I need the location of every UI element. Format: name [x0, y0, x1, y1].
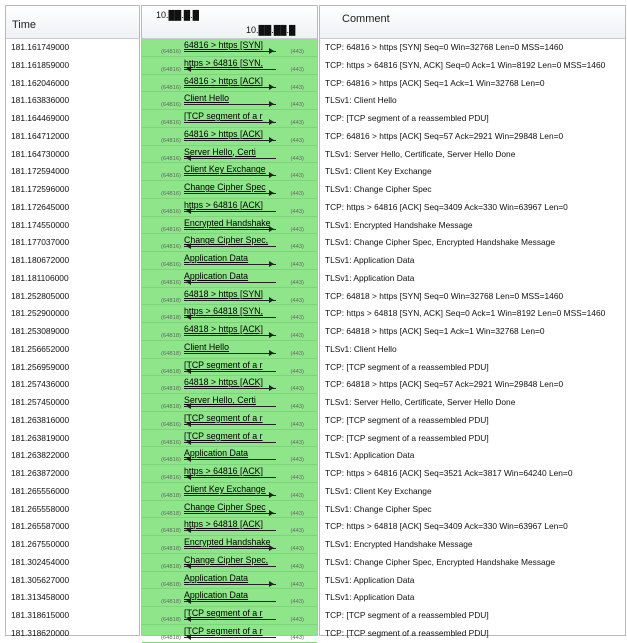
comment-cell[interactable]: TCP: https > 64816 [ACK] Seq=3521 Ack=3817 Win=64240 Len=0: [325, 468, 573, 478]
arrow-right-icon: [184, 388, 276, 389]
dest-port-label: (443): [290, 368, 304, 375]
flow-row[interactable]: [142, 92, 317, 110]
flow-label: Client Key Exchange: [184, 483, 266, 494]
source-port-label: (64818): [161, 528, 181, 535]
flow-label: https > 64818 [SYN,: [184, 306, 263, 317]
arrow-right-icon: [184, 51, 276, 52]
dest-port-label: (443): [290, 333, 304, 339]
time-cell[interactable]: 181.318615000: [11, 610, 70, 620]
dest-port-label: (443): [290, 191, 304, 197]
flow-row[interactable]: [142, 589, 317, 607]
time-cell[interactable]: 181.263816000: [11, 414, 70, 425]
dest-port-label: (443): [290, 120, 304, 126]
arrow-left-icon: [184, 406, 276, 407]
time-cell[interactable]: 181.172594000: [11, 166, 70, 177]
flow-label: [TCP segment of a r: [184, 412, 263, 423]
flow-row[interactable]: [142, 447, 317, 465]
flow-label: https > 64816 [ACK]: [184, 199, 263, 210]
arrow-right-icon: [184, 193, 276, 194]
flow-row[interactable]: [142, 465, 317, 483]
time-cell[interactable]: 181.177037000: [11, 237, 70, 248]
flow-row[interactable]: [142, 607, 317, 625]
flow-row[interactable]: [142, 57, 317, 75]
flow-row[interactable]: [142, 234, 317, 252]
flow-row[interactable]: [142, 359, 317, 377]
flow-row[interactable]: [142, 376, 317, 394]
flow-label: 64818 > https [SYN]: [184, 288, 263, 299]
arrow-right-icon: [184, 229, 276, 230]
source-port-label: (64816): [161, 66, 181, 73]
flow-label: 64816 > https [ACK]: [184, 128, 263, 139]
comment-cell[interactable]: TCP: 64816 > https [SYN] Seq=0 Win=32768 Len=0 MSS=1460: [325, 42, 564, 52]
comment-cell[interactable]: TLSv1: Client Key Exchange: [325, 485, 432, 496]
source-port-label: (64818): [161, 333, 181, 339]
source-port-label: (64816): [161, 226, 181, 233]
flow-row[interactable]: [142, 341, 317, 359]
dest-port-label: (443): [290, 208, 304, 215]
source-port-label: (64818): [161, 599, 181, 606]
time-cell[interactable]: 181.263872000: [11, 468, 70, 478]
arrow-right-icon: [184, 584, 276, 585]
comment-cell[interactable]: TLSv1: Change Cipher Spec: [325, 503, 432, 514]
time-header-label: Time: [12, 19, 37, 31]
flow-graph-header: [142, 6, 317, 39]
source-port-label: (64816): [161, 439, 181, 446]
flow-label: Client Key Exchange: [184, 164, 266, 175]
flow-label: 64816 > https [ACK]: [184, 75, 263, 86]
flow-label: Server Hello, Certi: [184, 146, 256, 157]
flow-label: Change Cipher Spec,: [184, 554, 269, 565]
time-cell[interactable]: 181.163836000: [11, 95, 70, 106]
comment-cell[interactable]: TCP: [TCP segment of a reassembled PDU]: [325, 361, 489, 372]
flow-label: 64816 > https [SYN]: [184, 40, 263, 50]
dest-port-label: (443): [290, 262, 304, 268]
arrow-right-icon: [184, 495, 276, 496]
host-b-address: 10.██.██.█: [246, 25, 296, 35]
dest-port-label: (443): [290, 350, 304, 357]
time-cell[interactable]: 181.318620000: [11, 627, 70, 638]
comment-cell[interactable]: TCP: 64818 > https [ACK] Seq=57 Ack=2921 Win=29848 Len=0: [325, 379, 564, 390]
flow-row[interactable]: [142, 483, 317, 501]
flow-row[interactable]: [142, 217, 317, 235]
time-cell[interactable]: 181.164712000: [11, 130, 70, 141]
source-port-label: (64818): [161, 510, 181, 517]
time-cell[interactable]: 181.181106000: [11, 272, 69, 283]
comment-column-header[interactable]: [320, 6, 625, 39]
dest-port-label: (443): [290, 244, 304, 251]
comment-cell[interactable]: TCP: 64816 > https [ACK] Seq=1 Ack=1 Win=32768 Len=0: [325, 77, 545, 88]
comment-cell[interactable]: TCP: [TCP segment of a reassembled PDU]: [325, 414, 489, 425]
comment-cell[interactable]: TLSv1: Client Key Exchange: [325, 166, 432, 177]
dest-port-label: (443): [290, 492, 304, 499]
source-port-label: (64818): [161, 404, 181, 410]
comment-cell[interactable]: TLSv1: Client Hello: [325, 343, 397, 354]
source-port-label: (64816): [161, 137, 181, 144]
time-cell[interactable]: 181.265558000: [11, 503, 70, 514]
flow-row[interactable]: [142, 554, 317, 572]
dest-port-label: (443): [290, 84, 304, 91]
time-list: [6, 39, 139, 638]
source-port-label: (64816): [161, 421, 181, 428]
arrow-right-icon: [184, 548, 276, 549]
dest-port-label: (443): [290, 599, 304, 606]
arrow-left-icon: [184, 442, 276, 443]
source-port-label: (64818): [161, 617, 181, 623]
time-cell[interactable]: 181.161749000: [11, 42, 70, 52]
arrow-left-icon: [184, 424, 276, 425]
source-port-label: (64818): [161, 297, 181, 304]
arrow-left-icon: [184, 459, 276, 460]
source-port-label: (64816): [161, 84, 181, 91]
arrow-left-icon: [184, 530, 276, 531]
flow-row[interactable]: [142, 199, 317, 217]
dest-port-label: (443): [290, 617, 304, 623]
host-a-address: 10.██.█.█: [156, 10, 200, 20]
flow-label: Application Data: [184, 572, 249, 583]
comment-cell[interactable]: TLSv1: Client Hello: [325, 95, 397, 106]
flow-row[interactable]: [142, 252, 317, 270]
arrow-right-icon: [184, 335, 276, 336]
source-port-label: (64816): [161, 155, 181, 162]
flow-label: Application Data: [184, 448, 249, 459]
comment-cell[interactable]: TLSv1: Encrypted Handshake Message: [325, 219, 473, 230]
dest-port-label: (443): [290, 102, 304, 109]
flow-label: [TCP segment of a r: [184, 359, 263, 370]
arrow-left-icon: [184, 601, 276, 602]
flow-row[interactable]: [142, 430, 317, 448]
comment-cell[interactable]: TLSv1: Server Hello, Certificate, Server Hello Done: [325, 397, 516, 407]
comment-cell[interactable]: TLSv1: Application Data: [325, 255, 415, 265]
source-port-label: (64818): [161, 634, 181, 641]
comment-cell[interactable]: TCP: [TCP segment of a reassembled PDU]: [325, 113, 489, 123]
flow-label: https > 64818 [ACK]: [184, 519, 263, 530]
source-port-label: (64816): [161, 191, 181, 197]
flow-label: Application Data: [184, 253, 249, 263]
arrow-left-icon: [184, 282, 276, 283]
dest-port-label: (443): [290, 66, 304, 73]
comment-cell[interactable]: TLSv1: Application Data: [325, 574, 415, 585]
arrow-right-icon: [184, 264, 276, 265]
flow-label: https > 64816 [ACK]: [184, 466, 263, 476]
time-cell[interactable]: 181.257436000: [11, 379, 70, 390]
flow-row[interactable]: [142, 536, 317, 554]
time-cell[interactable]: 181.172596000: [11, 184, 70, 194]
comment-cell[interactable]: TLSv1: Encrypted Handshake Message: [325, 539, 473, 549]
time-cell[interactable]: 181.257450000: [11, 397, 70, 407]
time-column: [5, 5, 140, 636]
flow-label: [TCP segment of a r: [184, 111, 263, 121]
time-cell[interactable]: 181.172645000: [11, 201, 70, 212]
time-cell[interactable]: 181.313458000: [11, 592, 70, 603]
flow-row[interactable]: [142, 39, 317, 57]
comment-cell[interactable]: TLSv1: Application Data: [325, 592, 415, 603]
source-port-label: (64816): [161, 244, 181, 251]
comment-cell[interactable]: TLSv1: Server Hello, Certificate, Server Hello Done: [325, 148, 516, 159]
dest-port-label: (443): [290, 421, 304, 428]
flow-row[interactable]: [142, 128, 317, 146]
flow-row[interactable]: [142, 288, 317, 306]
comment-cell[interactable]: TCP: 64818 > https [ACK] Seq=1 Ack=1 Win=32768 Len=0: [325, 326, 545, 336]
flow-graph-column: [141, 5, 318, 641]
arrow-left-icon: [184, 566, 276, 567]
arrow-right-icon: [184, 353, 276, 354]
arrow-right-icon: [184, 104, 276, 105]
flow-row[interactable]: [142, 412, 317, 430]
flow-label: Encrypted Handshake: [184, 217, 271, 228]
dest-port-label: (443): [290, 279, 304, 286]
comment-cell[interactable]: TCP: 64818 > https [SYN] Seq=0 Win=32768 Len=0 MSS=1460: [325, 290, 564, 301]
flow-label: [TCP segment of a r: [184, 625, 263, 636]
source-port-label: (64816): [161, 279, 181, 286]
flow-label: Change Cipher Spec: [184, 501, 266, 512]
comment-cell[interactable]: TCP: https > 64816 [ACK] Seq=3409 Ack=330 Win=63967 Len=0: [325, 201, 568, 212]
source-port-label: (64816): [161, 49, 181, 55]
time-cell[interactable]: 181.302454000: [11, 556, 70, 567]
comment-cell[interactable]: TCP: https > 64816 [SYN, ACK] Seq=0 Ack=1 Win=8192 Len=0 MSS=1460: [325, 59, 606, 70]
time-cell[interactable]: 181.263822000: [11, 450, 70, 461]
arrow-left-icon: [184, 211, 276, 212]
flow-label: Application Data: [184, 270, 249, 281]
flow-row[interactable]: [142, 181, 317, 199]
dest-port-label: (443): [290, 510, 304, 517]
flow-label: 64818 > https [ACK]: [184, 377, 263, 388]
time-cell[interactable]: 181.164469000: [11, 113, 70, 123]
arrow-left-icon: [184, 371, 276, 372]
comment-cell[interactable]: TCP: 64816 > https [ACK] Seq=57 Ack=2921 Win=29848 Len=0: [325, 130, 564, 141]
dest-port-label: (443): [290, 137, 304, 144]
dest-port-label: (443): [290, 315, 304, 322]
time-cell[interactable]: 181.180672000: [11, 255, 70, 265]
dest-port-label: (443): [290, 297, 304, 304]
arrow-right-icon: [184, 140, 276, 141]
arrow-left-icon: [184, 317, 276, 318]
dest-port-label: (443): [290, 173, 304, 180]
source-port-label: (64816): [161, 173, 181, 180]
arrow-right-icon: [184, 122, 276, 123]
time-cell[interactable]: 181.174550000: [11, 219, 70, 230]
time-cell[interactable]: 181.252805000: [11, 290, 70, 301]
source-port-label: (64818): [161, 492, 181, 499]
time-cell[interactable]: 181.265587000: [11, 521, 70, 532]
flow-label: Change Cipher Spec: [184, 182, 266, 192]
comment-cell[interactable]: TCP: [TCP segment of a reassembled PDU]: [325, 627, 489, 638]
arrow-left-icon: [184, 246, 276, 247]
arrow-left-icon: [184, 619, 276, 620]
flow-label: Encrypted Handshake: [184, 537, 271, 547]
flow-label: [TCP segment of a r: [184, 430, 263, 441]
dest-port-label: (443): [290, 155, 304, 162]
dest-port-label: (443): [290, 475, 304, 481]
comment-header-label: Comment: [342, 13, 390, 25]
comment-list: [320, 39, 625, 638]
flow-row[interactable]: [142, 625, 317, 643]
comment-column: [319, 5, 626, 636]
comment-cell[interactable]: TCP: https > 64818 [ACK] Seq=3409 Ack=330 Win=63967 Len=0: [325, 521, 568, 532]
time-cell[interactable]: 181.305627000: [11, 574, 70, 585]
time-cell[interactable]: 181.256652000: [11, 343, 70, 354]
time-column-header[interactable]: [6, 6, 139, 39]
arrow-left-icon: [184, 158, 276, 159]
flow-row[interactable]: [142, 146, 317, 164]
flow-row[interactable]: [142, 305, 317, 323]
time-cell[interactable]: 181.253089000: [11, 326, 70, 336]
time-cell[interactable]: 181.162046000: [11, 77, 70, 88]
flow-row[interactable]: [142, 163, 317, 181]
flow-label: Change Cipher Spec,: [184, 235, 269, 246]
dest-port-label: (443): [290, 634, 304, 641]
flow-label: Client Hello: [184, 341, 229, 352]
source-port-label: (64816): [161, 457, 181, 464]
source-port-label: (64818): [161, 581, 181, 588]
source-port-label: (64818): [161, 563, 181, 570]
flow-row[interactable]: [142, 110, 317, 128]
source-port-label: (64816): [161, 120, 181, 126]
source-port-label: (64818): [161, 350, 181, 357]
source-port-label: (64818): [161, 315, 181, 322]
time-cell[interactable]: 181.265556000: [11, 485, 70, 496]
dest-port-label: (443): [290, 404, 304, 410]
arrow-left-icon: [184, 477, 276, 478]
flow-label: Application Data: [184, 590, 249, 601]
source-port-label: (64818): [161, 386, 181, 393]
source-port-label: (64818): [161, 546, 181, 552]
dest-port-label: (443): [290, 49, 304, 55]
flow-row[interactable]: [142, 572, 317, 590]
comment-cell[interactable]: TLSv1: Change Cipher Spec: [325, 184, 432, 194]
time-cell[interactable]: 181.252900000: [11, 308, 70, 319]
flow-row[interactable]: [142, 75, 317, 93]
flow-row[interactable]: [142, 323, 317, 341]
comment-cell[interactable]: TCP: https > 64818 [SYN, ACK] Seq=0 Ack=1 Win=8192 Len=0 MSS=1460: [325, 308, 606, 319]
flow-row[interactable]: [142, 518, 317, 536]
flow-graph-list: [142, 39, 317, 641]
source-port-label: (64816): [161, 102, 181, 109]
flow-row[interactable]: [142, 270, 317, 288]
flow-label: [TCP segment of a r: [184, 608, 263, 618]
source-port-label: (64816): [161, 208, 181, 215]
dest-port-label: (443): [290, 546, 304, 552]
dest-port-label: (443): [290, 528, 304, 535]
dest-port-label: (443): [290, 226, 304, 233]
dest-port-label: (443): [290, 439, 304, 446]
comment-cell[interactable]: TLSv1: Application Data: [325, 272, 415, 283]
time-cell[interactable]: 181.256959000: [11, 361, 70, 372]
arrow-right-icon: [184, 300, 276, 301]
comment-cell[interactable]: TCP: [TCP segment of a reassembled PDU]: [325, 610, 489, 620]
source-port-label: (64816): [161, 475, 181, 481]
comment-cell[interactable]: TLSv1: Change Cipher Spec, Encrypted Handshake Message: [325, 556, 555, 567]
arrow-left-icon: [184, 637, 276, 638]
arrow-right-icon: [184, 87, 276, 88]
dest-port-label: (443): [290, 563, 304, 570]
comment-cell[interactable]: TLSv1: Change Cipher Spec, Encrypted Handshake Message: [325, 237, 555, 248]
time-cell[interactable]: 181.164730000: [11, 148, 70, 159]
arrow-right-icon: [184, 175, 276, 176]
source-port-label: (64816): [161, 262, 181, 268]
flow-label: Client Hello: [184, 93, 229, 104]
arrow-left-icon: [184, 69, 276, 70]
arrow-right-icon: [184, 513, 276, 514]
comment-cell[interactable]: TCP: [TCP segment of a reassembled PDU]: [325, 432, 489, 443]
dest-port-label: (443): [290, 581, 304, 588]
time-cell[interactable]: 181.263819000: [11, 432, 70, 443]
comment-cell[interactable]: TLSv1: Application Data: [325, 450, 415, 461]
flow-label: 64818 > https [ACK]: [184, 324, 263, 334]
flow-label: https > 64816 [SYN,: [184, 57, 263, 68]
time-cell[interactable]: 181.267550000: [11, 539, 70, 549]
flow-row[interactable]: [142, 501, 317, 519]
source-port-label: (64818): [161, 368, 181, 375]
flow-row[interactable]: [142, 394, 317, 412]
dest-port-label: (443): [290, 457, 304, 464]
time-cell[interactable]: 181.161859000: [11, 59, 70, 70]
flow-label: Server Hello, Certi: [184, 395, 256, 405]
dest-port-label: (443): [290, 386, 304, 393]
